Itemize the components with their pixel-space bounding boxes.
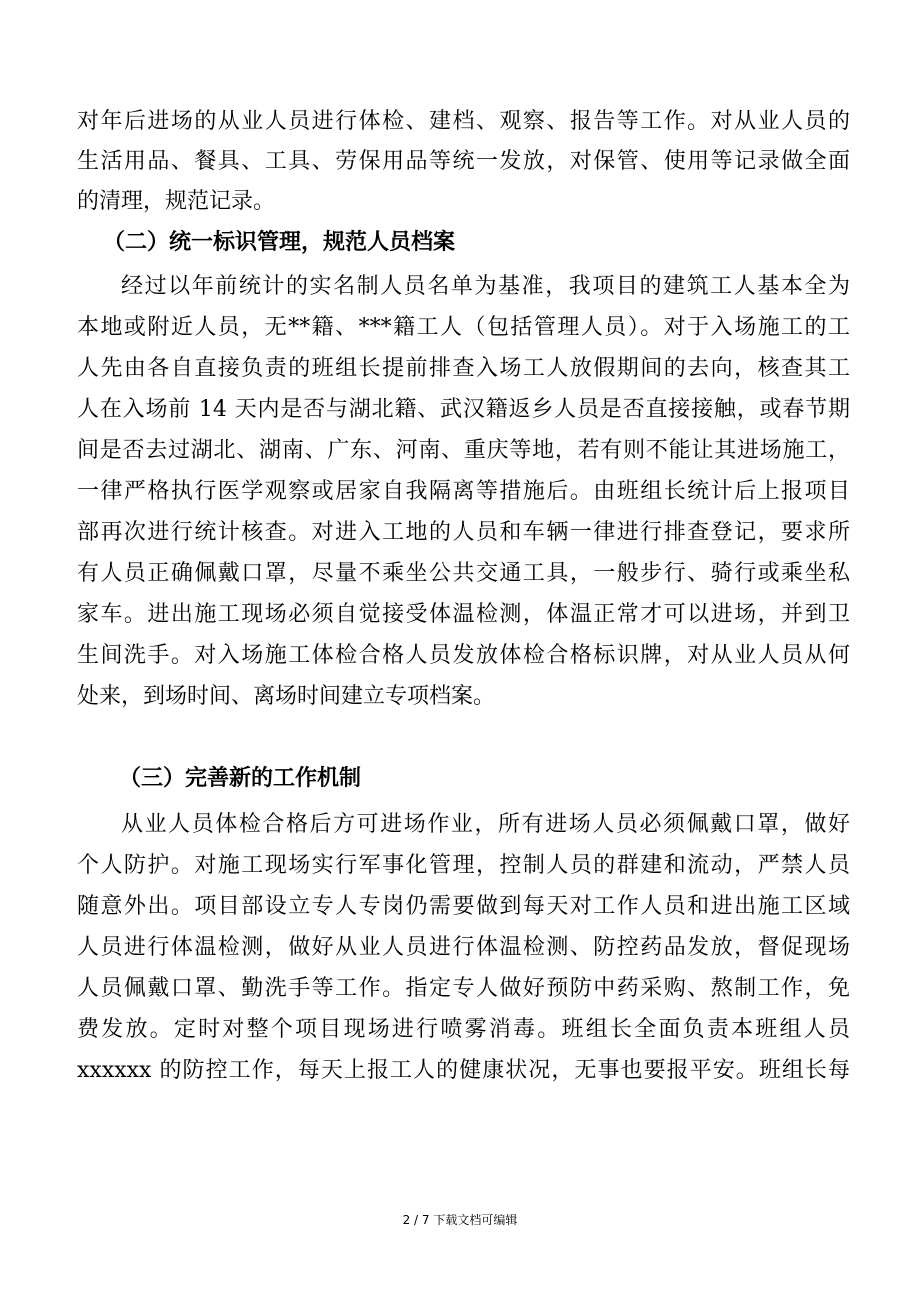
paragraph-2-line-6: 一律严格执行医学观察或居家自我隔离等措施后。由班组长统计后上报项目	[77, 479, 850, 504]
section-heading-3: （三）完善新的工作机制	[119, 766, 362, 791]
paragraph-2-line-7: 部再次进行统计核查。对进入工地的人员和车辆一律进行排查登记，要求所	[77, 520, 850, 545]
paragraph-2-line-8: 有人员正确佩戴口罩，尽量不乘坐公共交通工具，一般步行、骑行或乘坐私	[77, 561, 850, 586]
paragraph-3-line-2: 个人防护。对施工现场实行军事化管理，控制人员的群建和流动，严禁人员	[77, 853, 850, 878]
paragraph-1-line-3: 的清理，规范记录。	[77, 189, 276, 214]
paragraph-3-line-7: xxxxxx 的防控工作，每天上报工人的健康状况，无事也要报平安。班组长每	[77, 1058, 850, 1083]
paragraph-1-line-1: 对年后进场的从业人员进行体检、建档、观察、报告等工作。对从业人员的	[77, 109, 850, 134]
paragraph-1-line-2: 生活用品、餐具、工具、劳保用品等统一发放，对保管、使用等记录做全面	[77, 149, 850, 174]
paragraph-2-line-5: 间是否去过湖北、湖南、广东、河南、重庆等地，若有则不能让其进场施工，	[77, 438, 850, 463]
section-heading-2: （二）统一标识管理，规范人员档案	[103, 230, 456, 255]
paragraph-2-line-3: 人先由各自直接负责的班组长提前排查入场工人放假期间的去向，核查其工	[77, 356, 850, 381]
paragraph-2-line-4: 人在入场前 14 天内是否与湖北籍、武汉籍返乡人员是否直接接触，或春节期	[77, 397, 850, 422]
paragraph-2-line-9: 家车。进出施工现场必须自觉接受体温检测，体温正常才可以进场，并到卫	[77, 602, 850, 627]
paragraph-3-line-3: 随意外出。项目部设立专人专岗仍需要做到每天对工作人员和进出施工区域	[77, 894, 850, 919]
paragraph-2-line-10: 生间洗手。对入场施工体检合格人员发放体检合格标识牌，对从业人员从何	[77, 643, 850, 668]
paragraph-3-line-5: 人员佩戴口罩、勤洗手等工作。指定专人做好预防中药采购、熬制工作，免	[77, 976, 850, 1001]
paragraph-2-line-1: 经过以年前统计的实名制人员名单为基准，我项目的建筑工人基本全为	[121, 274, 850, 299]
paragraph-3-line-1: 从业人员体检合格后方可进场作业，所有进场人员必须佩戴口罩，做好	[121, 812, 850, 837]
paragraph-2-line-11: 处来，到场时间、离场时间建立专项档案。	[77, 684, 496, 709]
paragraph-3-line-6: 费发放。定时对整个项目现场进行喷雾消毒。班组长全面负责本班组人员	[77, 1017, 850, 1042]
page-footer: 2 / 7 下载文档可编辑	[402, 1213, 518, 1227]
paragraph-3-line-4: 人员进行体温检测，做好从业人员进行体温检测、防控药品发放，督促现场	[77, 935, 850, 960]
paragraph-2-line-2: 本地或附近人员，无**籍、***籍工人（包括管理人员）。对于入场施工的工	[77, 315, 850, 340]
